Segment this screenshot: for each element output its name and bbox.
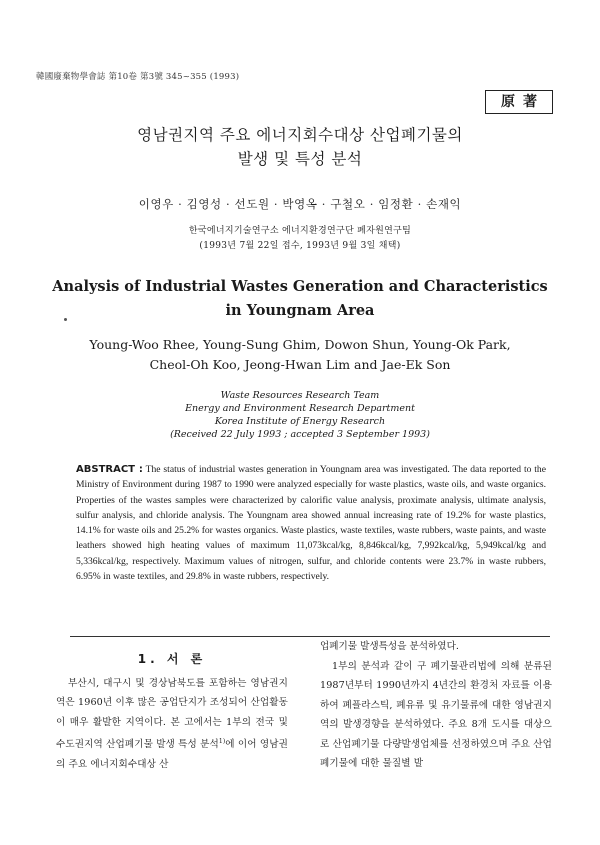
intro-text-part1: 부산시, 대구시 및 경상남북도를 포함하는 영남권지역은 1960년 이후 많은 공업단지가 조성되어 산업활동이 매우 활발한 지역이다. 본 고에서는 1부의 전국 및 수도권지역 산업폐기물 발생 특성 분석	[56, 677, 288, 751]
intro-text-part2: 에 이어 영남권의 주요 에너지회수대상 산	[56, 739, 288, 770]
english-title-line1: Analysis of Industrial Wastes Generation and Characteristics	[52, 278, 548, 295]
continued-line: 업폐기물 발생특성을 분석하였다.	[320, 641, 459, 652]
english-authors-line2: Cheol-Oh Koo, Jeong-Hwan Lim and Jae-Ek Son	[149, 357, 451, 372]
english-affiliation-team: Waste Resources Research Team	[220, 390, 380, 401]
journal-citation: 韓國廢棄物學會誌 第10卷 第3號 345~355 (1993)	[36, 72, 240, 82]
abstract	[76, 462, 546, 584]
english-affiliation-institute: Korea Institute of Energy Research	[214, 416, 386, 427]
methods-paragraph: 1부의 분석과 같이 구 폐기물관리법에 의해 분류된 1987년부터 1990년까지 4년간의 환경처 자료를 이용하여 폐플라스틱, 폐유류 및 유기물류에 대한 영남권지역의 발생경향을 분석하였다. 주요 8개 도시를 대상으로 산업폐기물 다량발생업체를 선정하였으며 주요 산업폐기물에 대한 물질별 발	[320, 660, 552, 769]
korean-title-line2: 발생 및 특성 분석	[237, 150, 363, 168]
citation-superscript: 1)	[218, 738, 226, 745]
korean-affiliation: 한국에너지기술연구소 에너지환경연구단 폐자원연구팀	[188, 226, 412, 236]
introduction-paragraph	[56, 674, 288, 775]
english-authors-line1: Young-Woo Rhee, Young-Sung Ghim, Dowon Shun, Young-Ok Park,	[89, 337, 511, 352]
english-title-line2: in Youngnam Area	[225, 302, 375, 319]
abstract-label: ABSTRACT :	[76, 464, 143, 475]
korean-authors: 이영우 · 김영성 · 선도원 · 박영옥 · 구철오 · 임정환 · 손재익	[138, 197, 462, 211]
section-heading-introduction: 1. 서 론	[137, 652, 207, 666]
article-type-badge: 原著	[485, 90, 553, 114]
abstract-text: The status of industrial wastes generation in Youngnam area was investigated. The data reported to the Ministry of Environment during 1987 to 1990 were analyzed especially for waste plastics, waste oils, and waste organics. Properties of the wastes samples were characterized by calorific value analysis, proximate analysis, ultimate analysis, sulfur analysis, and chloride analysis. The Youngnam area showed annual increasing rate of 19.2% for waste plastics, 14.1% for waste oils and 25.2% for wastes organics. Waste plastics, waste textiles, waste rubbers, waste paints, and waste leathers showed high heating values of maximum 11,073kcal/kg, 8,846kcal/kg, 7,992kcal/kg, 5,949kcal/kg and 5,336kcal/kg, respectively. Maximum values of nitrogen, sulfur, and chloride contents were 23.7% in waste rubbers, 6.95% in waste textiles, and 29.8% in waste rubbers, respectively.	[76, 464, 546, 583]
english-affiliation-dept: Energy and Environment Research Department	[185, 403, 415, 414]
korean-received-dates: (1993년 7월 22일 접수, 1993년 9월 3일 채택)	[199, 241, 401, 251]
english-received-dates: (Received 22 July 1993 ; accepted 3 September 1993)	[170, 429, 430, 440]
right-column	[320, 640, 552, 774]
korean-title-line1: 영남권지역 주요 에너지회수대상 산업폐기물의	[137, 126, 463, 144]
stray-mark	[64, 318, 67, 321]
left-column	[56, 640, 288, 774]
